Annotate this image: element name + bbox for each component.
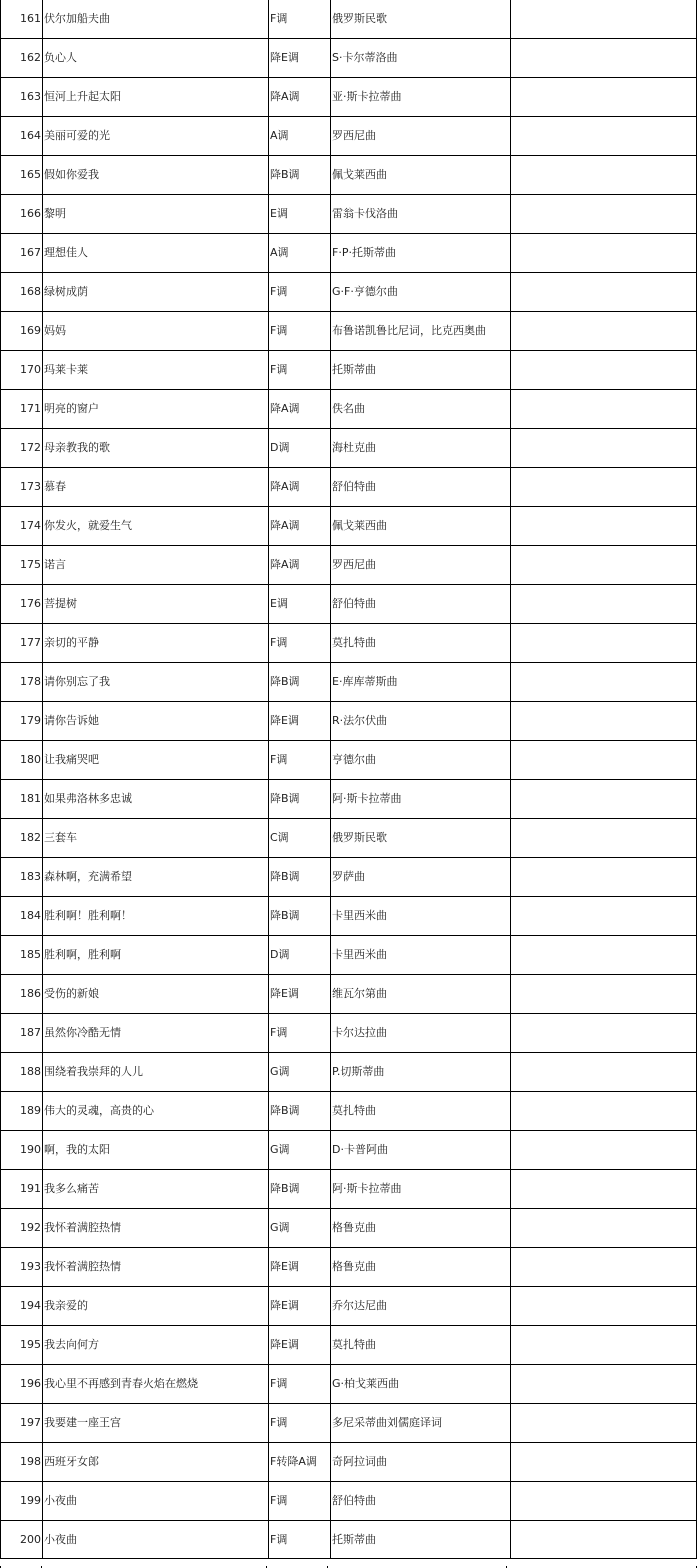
blank-cell [511,1404,697,1443]
blank-cell [511,429,697,468]
song-title: 让我痛哭吧 [43,741,269,780]
blank-cell [511,156,697,195]
song-composer: 多尼采蒂曲刘儒庭译词 [331,1404,511,1443]
song-title: 如果弗洛林多忠诚 [43,780,269,819]
song-key: D调 [269,936,331,975]
song-title: 理想佳人 [43,234,269,273]
song-composer: 卡里西米曲 [331,936,511,975]
song-composer: 佩戈莱西曲 [331,156,511,195]
song-title: 请你告诉她 [43,702,269,741]
song-key: F调 [269,1521,331,1559]
song-title: 慕春 [43,468,269,507]
song-composer: F·P·托斯蒂曲 [331,234,511,273]
table-row [1,897,697,936]
table-row [1,351,697,390]
song-key: 降E调 [269,1326,331,1365]
blank-cell [511,819,697,858]
song-key: 降A调 [269,468,331,507]
song-key: A调 [269,234,331,273]
song-title: 恒河上升起太阳 [43,78,269,117]
row-number: 162 [1,39,43,78]
row-number: 170 [1,351,43,390]
table-row [1,1053,697,1092]
table-row [1,156,697,195]
table-row [1,0,697,39]
song-composer: P.切斯蒂曲 [331,1053,511,1092]
table-row [1,819,697,858]
blank-cell [511,468,697,507]
blank-cell [511,1248,697,1287]
row-number: 161 [1,0,43,39]
song-composer: R·法尔伏曲 [331,702,511,741]
song-composer: S·卡尔蒂洛曲 [331,39,511,78]
song-title: 亲切的平静 [43,624,269,663]
song-key: 降E调 [269,702,331,741]
song-title: 小夜曲 [43,1482,269,1521]
table-row [1,234,697,273]
song-title: 我去向何方 [43,1326,269,1365]
song-key: 降A调 [269,390,331,429]
blank-cell [511,234,697,273]
song-title: 受伤的新娘 [43,975,269,1014]
blank-cell [511,936,697,975]
song-composer: 阿·斯卡拉蒂曲 [331,780,511,819]
table-row [1,312,697,351]
song-composer: 舒伯特曲 [331,1482,511,1521]
song-title: 黎明 [43,195,269,234]
song-key: 降B调 [269,663,331,702]
table-row [1,1404,697,1443]
song-key: F转降A调 [269,1443,331,1482]
song-key: C调 [269,819,331,858]
song-title: 伏尔加船夫曲 [43,0,269,39]
song-key: E调 [269,585,331,624]
blank-cell [511,0,697,39]
song-title: 我要建一座王宫 [43,1404,269,1443]
row-number: 199 [1,1482,43,1521]
row-number: 189 [1,1092,43,1131]
song-composer: 托斯蒂曲 [331,351,511,390]
row-number: 197 [1,1404,43,1443]
row-number: 190 [1,1131,43,1170]
song-key: 降A调 [269,78,331,117]
song-composer: 佚名曲 [331,390,511,429]
song-title: 我怀着满腔热情 [43,1209,269,1248]
song-title: 伟大的灵魂，高贵的心 [43,1092,269,1131]
blank-cell [511,117,697,156]
song-composer: 亨德尔曲 [331,741,511,780]
song-composer: 乔尔达尼曲 [331,1287,511,1326]
row-number: 166 [1,195,43,234]
row-number: 200 [1,1521,43,1559]
song-key: F调 [269,624,331,663]
song-key: F调 [269,1482,331,1521]
blank-cell [511,1131,697,1170]
blank-cell [511,1521,697,1559]
table-row [1,1482,697,1521]
song-title: 你发火，就爱生气 [43,507,269,546]
song-title: 啊，我的太阳 [43,1131,269,1170]
blank-cell [511,39,697,78]
table-row [1,1443,697,1482]
song-composer: 托斯蒂曲 [331,1521,511,1559]
song-key: F调 [269,312,331,351]
table-row [1,1326,697,1365]
song-key: D调 [269,429,331,468]
song-title: 虽然你冷酷无情 [43,1014,269,1053]
blank-cell [511,1365,697,1404]
song-key: 降B调 [269,897,331,936]
row-number: 180 [1,741,43,780]
blank-cell [511,1053,697,1092]
row-number: 182 [1,819,43,858]
song-title: 诺言 [43,546,269,585]
blank-cell [511,1326,697,1365]
table-row [1,741,697,780]
song-key: 降E调 [269,1248,331,1287]
row-number: 176 [1,585,43,624]
song-composer: 莫扎特曲 [331,624,511,663]
song-title: 母亲教我的歌 [43,429,269,468]
row-number: 163 [1,78,43,117]
table-row [1,273,697,312]
blank-cell [511,858,697,897]
song-composer: 奇阿拉词曲 [331,1443,511,1482]
song-composer: 阿·斯卡拉蒂曲 [331,1170,511,1209]
song-key: G调 [269,1053,331,1092]
song-key: G调 [269,1131,331,1170]
song-key: F调 [269,741,331,780]
blank-cell [511,1482,697,1521]
song-key: 降E调 [269,39,331,78]
song-key: 降E调 [269,1287,331,1326]
song-key: 降A调 [269,507,331,546]
blank-cell [511,975,697,1014]
blank-cell [511,1443,697,1482]
song-composer: 布鲁诺凯鲁比尼词，比克西奥曲 [331,312,511,351]
row-number: 178 [1,663,43,702]
blank-cell [511,1014,697,1053]
table-row [1,936,697,975]
song-composer: 俄罗斯民歌 [331,0,511,39]
table-row [1,1092,697,1131]
table-row [1,663,697,702]
row-number: 175 [1,546,43,585]
song-key: A调 [269,117,331,156]
blank-cell [511,351,697,390]
song-title: 小夜曲 [43,1521,269,1559]
blank-cell [511,1092,697,1131]
row-number: 165 [1,156,43,195]
blank-cell [511,663,697,702]
row-number: 188 [1,1053,43,1092]
song-key: 降B调 [269,1092,331,1131]
row-number: 194 [1,1287,43,1326]
song-title: 我多么痛苦 [43,1170,269,1209]
song-composer: 莫扎特曲 [331,1092,511,1131]
song-composer: 格鲁克曲 [331,1248,511,1287]
row-number: 179 [1,702,43,741]
table-row [1,858,697,897]
row-number: 198 [1,1443,43,1482]
song-title: 请你别忘了我 [43,663,269,702]
row-number: 181 [1,780,43,819]
song-title: 我亲爱的 [43,1287,269,1326]
song-composer: 卡里西米曲 [331,897,511,936]
table-row [1,195,697,234]
blank-cell [511,546,697,585]
song-title: 明亮的窗户 [43,390,269,429]
blank-cell [511,741,697,780]
blank-cell [511,624,697,663]
row-number: 186 [1,975,43,1014]
row-number: 173 [1,468,43,507]
song-composer: 莫扎特曲 [331,1326,511,1365]
song-title: 围绕着我崇拜的人儿 [43,1053,269,1092]
song-key: F调 [269,0,331,39]
table-row [1,1209,697,1248]
blank-cell [511,702,697,741]
blank-cell [511,312,697,351]
blank-cell [511,1209,697,1248]
song-title: 绿树成荫 [43,273,269,312]
table-row [1,1170,697,1209]
table-row [1,78,697,117]
row-number: 171 [1,390,43,429]
song-key: F调 [269,273,331,312]
row-number: 164 [1,117,43,156]
table-row [1,390,697,429]
song-composer: 佩戈莱西曲 [331,507,511,546]
song-key: E调 [269,195,331,234]
song-composer: D·卡普阿曲 [331,1131,511,1170]
song-composer: 卡尔达拉曲 [331,1014,511,1053]
table-row [1,117,697,156]
song-title: 美丽可爱的光 [43,117,269,156]
song-table-body [1,0,697,1559]
song-composer: 雷翁卡伐洛曲 [331,195,511,234]
table-row [1,468,697,507]
song-title: 胜利啊，胜利啊 [43,936,269,975]
row-number: 174 [1,507,43,546]
table-row [1,1014,697,1053]
row-number: 183 [1,858,43,897]
song-key: 降A调 [269,546,331,585]
song-key: 降B调 [269,1170,331,1209]
table-row [1,1521,697,1559]
table-row [1,1248,697,1287]
song-composer: G·F·亨德尔曲 [331,273,511,312]
song-composer: E·库库蒂斯曲 [331,663,511,702]
song-title: 负心人 [43,39,269,78]
row-number: 193 [1,1248,43,1287]
song-composer: 俄罗斯民歌 [331,819,511,858]
blank-cell [511,390,697,429]
table-row [1,624,697,663]
song-key: 降B调 [269,156,331,195]
song-composer: 亚·斯卡拉蒂曲 [331,78,511,117]
song-key: F调 [269,1014,331,1053]
table-row [1,39,697,78]
row-number: 195 [1,1326,43,1365]
row-number: 167 [1,234,43,273]
song-key: F调 [269,351,331,390]
blank-cell [511,897,697,936]
row-number: 187 [1,1014,43,1053]
table-row [1,1131,697,1170]
table-row [1,585,697,624]
song-title: 菩提树 [43,585,269,624]
song-composer: 维瓦尔第曲 [331,975,511,1014]
song-composer: 格鲁克曲 [331,1209,511,1248]
blank-cell [511,1170,697,1209]
blank-cell [511,1287,697,1326]
song-composer: 舒伯特曲 [331,468,511,507]
row-number: 172 [1,429,43,468]
song-title: 我怀着满腔热情 [43,1248,269,1287]
song-composer: 舒伯特曲 [331,585,511,624]
blank-cell [511,585,697,624]
song-title: 假如你爱我 [43,156,269,195]
blank-cell [511,273,697,312]
blank-cell [511,195,697,234]
row-number: 191 [1,1170,43,1209]
song-composer: 罗西尼曲 [331,546,511,585]
row-number: 185 [1,936,43,975]
song-title: 胜利啊！胜利啊！ [43,897,269,936]
blank-cell [511,507,697,546]
song-title: 我心里不再感到青春火焰在燃烧 [43,1365,269,1404]
song-key: 降B调 [269,780,331,819]
blank-cell [511,78,697,117]
table-row [1,975,697,1014]
table-row [1,507,697,546]
table-row [1,702,697,741]
table-row [1,546,697,585]
row-number: 177 [1,624,43,663]
row-number: 184 [1,897,43,936]
table-row [1,429,697,468]
row-number: 196 [1,1365,43,1404]
song-title: 西班牙女郎 [43,1443,269,1482]
song-composer: G·柏戈莱西曲 [331,1365,511,1404]
song-title: 妈妈 [43,312,269,351]
row-number: 169 [1,312,43,351]
table-row [1,1365,697,1404]
row-number: 192 [1,1209,43,1248]
song-title: 三套车 [43,819,269,858]
song-key: F调 [269,1404,331,1443]
song-title: 玛莱卡莱 [43,351,269,390]
table-row [1,780,697,819]
song-composer: 罗萨曲 [331,858,511,897]
song-key: 降E调 [269,975,331,1014]
row-number: 168 [1,273,43,312]
blank-cell [511,780,697,819]
song-composer: 海杜克曲 [331,429,511,468]
table-row [1,1287,697,1326]
song-title: 森林啊，充满希望 [43,858,269,897]
song-key: 降B调 [269,858,331,897]
song-key: G调 [269,1209,331,1248]
song-composer: 罗西尼曲 [331,117,511,156]
song-key: F调 [269,1365,331,1404]
